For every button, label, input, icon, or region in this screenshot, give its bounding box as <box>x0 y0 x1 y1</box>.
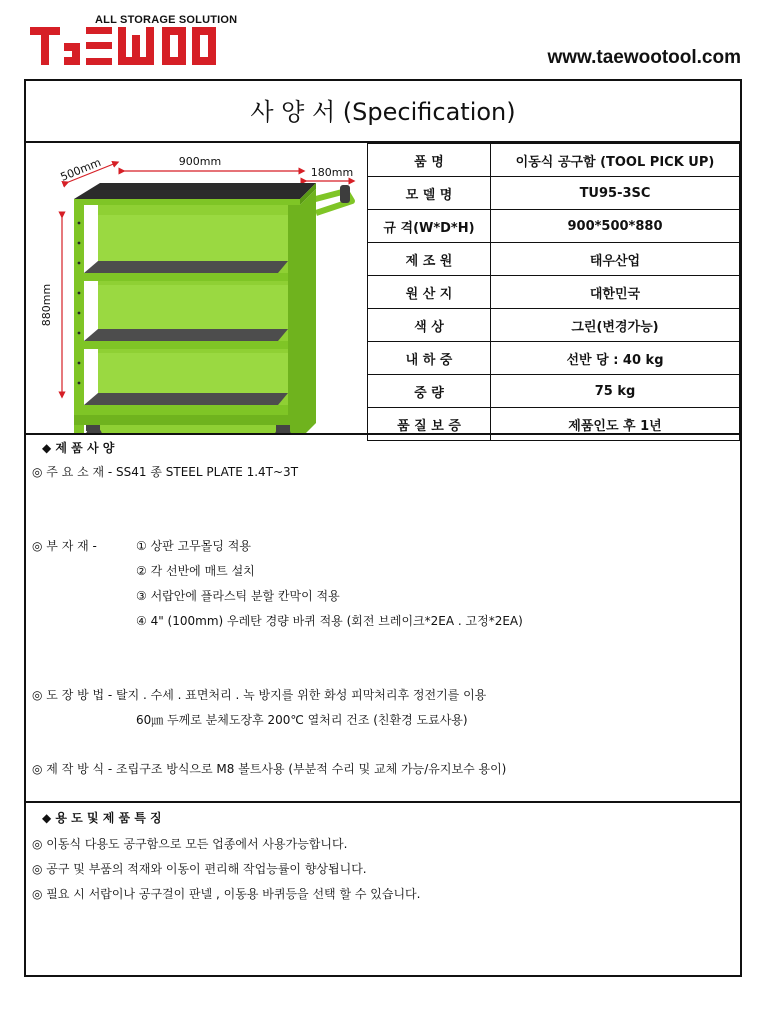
spec-label: 색 상 <box>368 309 491 342</box>
feature-line: ◎ 필요 시 서랍이나 공구걸이 판넬 , 이동용 바퀴등을 선택 할 수 있습니다. <box>32 887 421 901</box>
parts-label: ◎ 부 자 재 - <box>32 539 97 553</box>
spec-label: 품 질 보 증 <box>368 408 491 441</box>
spec-label: 규 격(W*D*H) <box>368 210 491 243</box>
spec-value: TU95-3SC <box>491 177 740 210</box>
spec-label: 제 조 원 <box>368 243 491 276</box>
spec-row <box>368 375 740 408</box>
section-heading: ◆ 제 품 사 양 <box>42 441 115 455</box>
height-dimension: 880mm <box>40 283 53 327</box>
taewoo-logo <box>30 25 220 75</box>
spec-label: 원 산 지 <box>368 276 491 309</box>
paint-line-2: 60㎛ 두께로 분체도장후 200℃ 열처리 건조 (친환경 도료사용) <box>136 713 468 727</box>
product-specs-section <box>26 435 740 803</box>
feature-line: ◎ 이동식 다용도 공구함으로 모든 업종에서 사용가능합니다. <box>32 837 348 851</box>
page-title: 사 양 서 (Specification) <box>26 81 740 143</box>
handle-dimension: 180mm <box>310 166 354 179</box>
spec-label: 중 량 <box>368 375 491 408</box>
spec-value: 그린(변경가능) <box>491 309 740 342</box>
spec-row <box>368 144 740 177</box>
page-header <box>0 0 771 78</box>
spec-row <box>368 309 740 342</box>
section-heading: ◆ 용 도 및 제 품 특 징 <box>42 811 162 825</box>
paint-line: ◎ 도 장 방 법 - 탈지 . 수세 . 표면처리 . 녹 방지를 위한 화성 피막처리후 정전기를 이용 <box>32 688 487 702</box>
spec-row <box>368 210 740 243</box>
spec-label: 품 명 <box>368 144 491 177</box>
width-dimension: 900mm <box>178 155 222 168</box>
brand-tagline: ALL STORAGE SOLUTION <box>95 14 238 26</box>
material-line: ◎ 주 요 소 재 - SS41 종 STEEL PLATE 1.4T~3T <box>32 465 299 479</box>
spec-row <box>368 276 740 309</box>
spec-label: 내 하 중 <box>368 342 491 375</box>
parts-item: ① 상판 고무몰딩 적용 <box>136 539 251 553</box>
spec-value: 900*500*880 <box>491 210 740 243</box>
spec-row <box>368 243 740 276</box>
website-link[interactable]: www.taewootool.com <box>547 47 741 68</box>
logo-mark <box>30 25 220 67</box>
spec-row <box>368 177 740 210</box>
build-method-line: ◎ 제 작 방 식 - 조립구조 방식으로 M8 볼트사용 (부분적 수리 및 교체 가능/유지보수 용이) <box>32 762 507 776</box>
spec-value: 75 kg <box>491 375 740 408</box>
spec-value: 이동식 공구함 (TOOL PICK UP) <box>491 144 740 177</box>
spec-sheet <box>24 79 742 977</box>
spec-value: 선반 당 : 40 kg <box>491 342 740 375</box>
spec-value: 제품인도 후 1년 <box>491 408 740 441</box>
usage-features-section <box>26 803 740 975</box>
spec-table <box>367 143 740 441</box>
tool-cart-illustration <box>26 143 367 433</box>
product-image <box>26 143 367 433</box>
product-overview <box>26 143 740 435</box>
parts-item: ③ 서랍안에 플라스틱 분할 칸막이 적용 <box>136 589 340 603</box>
spec-value: 대한민국 <box>491 276 740 309</box>
spec-row <box>368 342 740 375</box>
depth-dimension: 500mm <box>58 155 103 184</box>
parts-item: ④ 4" (100mm) 우레탄 경량 바퀴 적용 (회전 브레이크*2EA . 고정*2EA) <box>136 614 523 628</box>
feature-line: ◎ 공구 및 부품의 적재와 이동이 편리해 작업능률이 향상됩니다. <box>32 862 367 876</box>
spec-value: 태우산업 <box>491 243 740 276</box>
spec-label: 모 델 명 <box>368 177 491 210</box>
parts-item: ② 각 선반에 매트 설치 <box>136 564 255 578</box>
